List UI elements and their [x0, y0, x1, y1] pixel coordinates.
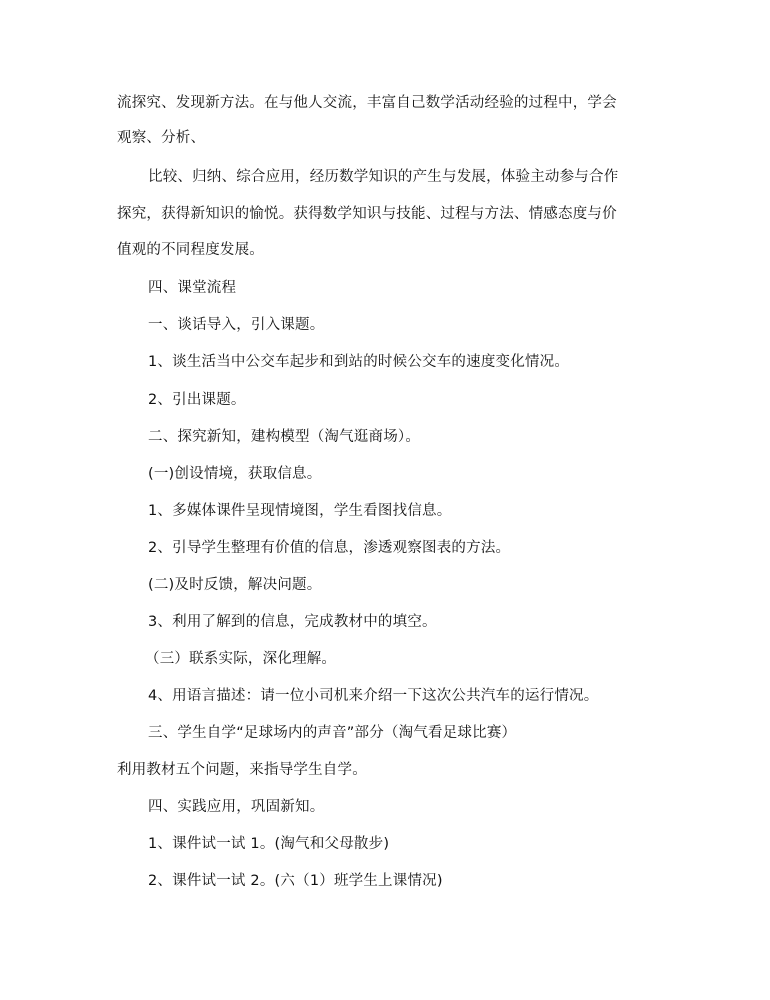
list-item: 2、引出课题。 [148, 392, 246, 408]
list-item: 3、利用了解到的信息，完成教材中的填空。 [148, 614, 437, 630]
section-heading: 三、学生自学“足球场内的声音”部分（淘气看足球比赛） [148, 725, 517, 741]
section-heading: 四、课堂流程 [148, 280, 237, 296]
text-line: 值观的不同程度发展。 [117, 242, 264, 258]
list-item: 1、多媒体课件呈现情境图，学生看图找信息。 [148, 503, 452, 519]
section-heading: 二、探究新知，建构模型（淘气逛商场）。 [148, 429, 421, 445]
section-heading: 一、谈话导入，引入课题。 [148, 317, 325, 333]
text-line: 比较、归纳、综合应用，经历数学知识的产生与发展，体验主动参与合作 [148, 169, 619, 185]
list-item: 2、课件试一试 2。(六（1）班学生上课情况) [148, 873, 443, 889]
subsection-heading: (二)及时反馈，解决问题。 [148, 577, 322, 593]
text-line: 流探究、发现新方法。在与他人交流，丰富自己数学活动经验的过程中，学会 [117, 95, 617, 111]
list-item: 2、引导学生整理有价值的信息，渗透观察图表的方法。 [148, 540, 511, 556]
list-item: 1、课件试一试 1。(淘气和父母散步) [148, 836, 390, 852]
list-item: 4、用语言描述：请一位小司机来介绍一下这次公共汽车的运行情况。 [148, 688, 599, 704]
text-line: 探究，获得新知识的愉悦。获得数学知识与技能、过程与方法、情感态度与价 [117, 206, 617, 222]
text-line: 利用教材五个问题，来指导学生自学。 [117, 762, 367, 778]
list-item: 1、谈生活当中公交车起步和到站的时候公交车的速度变化情况。 [148, 354, 570, 370]
section-heading: 四、实践应用，巩固新知。 [148, 799, 325, 815]
text-line: 观察、分析、 [117, 130, 206, 146]
subsection-heading: (一)创设情境，获取信息。 [148, 466, 322, 482]
subsection-heading: （三）联系实际，深化理解。 [145, 651, 337, 667]
